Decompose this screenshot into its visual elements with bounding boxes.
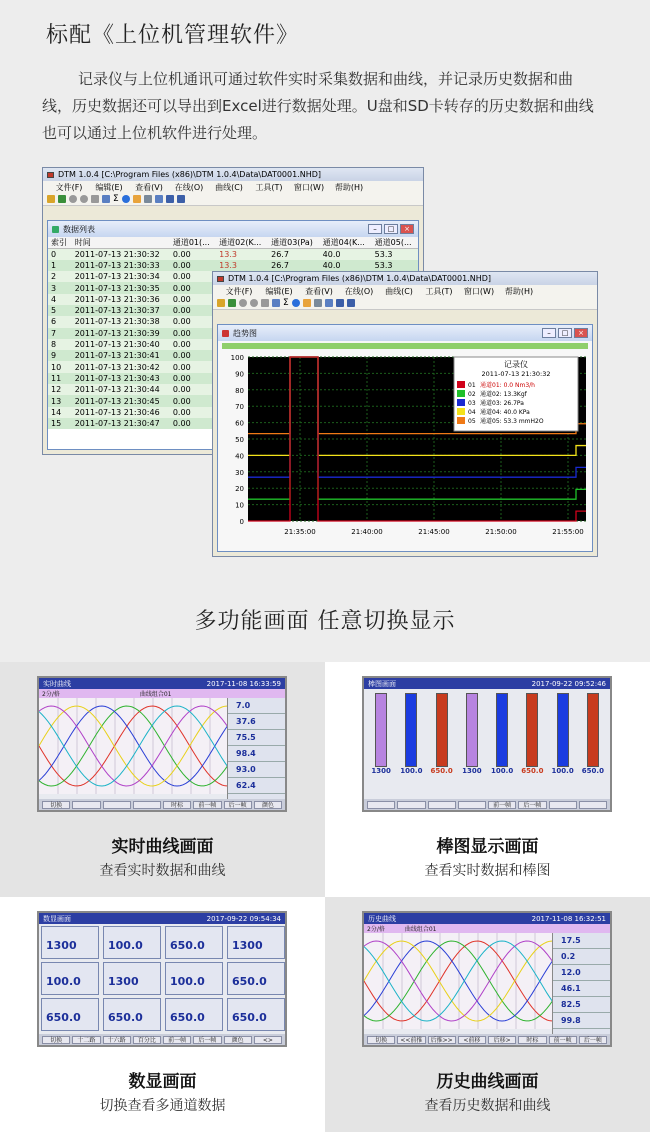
bar [405,693,417,767]
table-cell: 5 [48,305,72,316]
table-cell: 0.00 [170,418,216,429]
legend-swatch [457,417,465,424]
page-title: 标配《上位机管理软件》 [46,23,300,48]
x-tick-label: 21:45:00 [418,528,450,536]
channel-cell: 650.0 [165,998,223,1031]
table-cell: 13.3 [216,249,268,260]
chart-icon[interactable] [228,299,236,307]
table-cell: 2011-07-13 21:30:46 [72,407,170,418]
table-cell: 2011-07-13 21:30:45 [72,395,170,406]
tile-icon[interactable] [166,195,174,203]
table-cell: 0.00 [170,339,216,350]
y-tick-label: 100 [230,354,244,362]
legend-swatch [457,408,465,415]
channel-cell: 650.0 [227,998,285,1031]
y-tick-label: 80 [235,386,244,395]
table-cell: 53.3 [372,249,418,260]
y-tick-label: 70 [235,403,244,412]
curve-plot [39,698,229,794]
table-cell: 2011-07-13 21:30:34 [72,271,170,282]
column-header[interactable]: 通道03(Pa) [268,237,320,249]
soft-key[interactable] [103,801,131,809]
export-icon[interactable] [314,299,322,307]
range-bar[interactable] [222,343,588,349]
channel-value: 0.2 [553,949,610,965]
trend-chart [218,351,593,547]
bar-channel [519,693,545,795]
column-header[interactable]: 索引 [48,237,72,249]
table-cell: 2011-07-13 21:30:35 [72,282,170,293]
table-cell: 0.00 [170,305,216,316]
table-cell: 2011-07-13 21:30:36 [72,294,170,305]
menu-item[interactable]: 曲线(C) [215,182,243,192]
table-cell: 2011-07-13 21:30:42 [72,361,170,372]
y-tick-label: 30 [235,468,244,477]
chart-icon[interactable] [58,195,66,203]
soft-key[interactable] [397,801,425,809]
soft-key[interactable]: 颜色 [224,1036,252,1044]
menu-item[interactable]: 窗口(W) [463,286,495,296]
tile-icon[interactable] [336,299,344,307]
table-cell: 13.3 [216,260,268,271]
column-header[interactable]: 通道02(K... [216,237,268,249]
window-titlebar [213,272,597,285]
realtime-curve-screen [37,676,287,812]
soft-key[interactable]: 切换 [367,1036,395,1044]
table-cell: 0.00 [170,395,216,406]
app-logo-icon [217,276,224,282]
soft-key[interactable]: 时标 [163,801,191,809]
cell-grid [39,924,285,1034]
table-cell: 0.00 [170,271,216,282]
menu-item[interactable]: 在线(O) [174,182,204,192]
bar-value: 100.0 [491,767,514,775]
channel-cell: 1300 [227,926,285,959]
legend-entry: 通道02: 13.3Kgf [480,391,527,398]
table-cell: 2011-07-13 21:30:43 [72,373,170,384]
menu-item[interactable]: 编辑(E) [95,182,123,192]
channel-cell: 650.0 [41,998,99,1031]
table-cell: 0 [48,249,72,260]
curve-group: 曲线组合01 [404,926,437,933]
table-cell: 2 [48,271,72,282]
table-cell: 26.7 [268,260,320,271]
stop-icon[interactable] [261,299,269,307]
bar-value: 650.0 [581,767,604,775]
legend-id: 03 [468,400,476,407]
table-cell: 0.00 [170,328,216,339]
bar-value: 1300 [371,767,391,775]
soft-key-bar [364,799,610,810]
table-icon[interactable] [102,195,110,203]
bar [587,693,599,767]
channel-cell: 100.0 [165,962,223,995]
bar [557,693,569,767]
screen-title: 实时曲线 [43,679,71,688]
menu-bar [213,285,597,297]
table-cell: 0.00 [170,407,216,418]
cascade-icon[interactable] [347,299,355,307]
intro-paragraph: 记录仪与上位机通讯可通过软件实时采集数据和曲线，并记录历史数据和曲线，历史数据还可以导出到Excel进行数据处理。U盘和SD卡转存的历史数据和曲线也可以通过上位机软件进行处理。 [42,70,594,142]
digital-display-screen [37,911,287,1047]
bar-channel [550,693,576,795]
channel-value: 17.5 [553,933,610,949]
info-icon[interactable] [292,299,300,307]
screen-time: 2017-11-08 16:32:51 [531,914,606,923]
child-title: 趋势图 [233,328,257,338]
soft-key[interactable]: 后一帧 [224,801,252,809]
x-tick-label: 21:35:00 [284,528,316,536]
open-icon[interactable] [47,195,55,203]
bar-channel [398,693,424,795]
soft-key[interactable]: 后一帧 [518,801,546,809]
app-logo-icon [47,172,54,178]
soft-key-bar [39,799,285,810]
menu-item[interactable]: 文件(F) [55,182,83,192]
cascade-icon[interactable] [177,195,185,203]
table-cell: 0.00 [170,373,216,384]
table-cell: 0.00 [170,294,216,305]
menu-item[interactable]: 工具(T) [255,182,283,192]
minimize-button[interactable]: – [368,224,382,234]
soft-key[interactable]: 百分比 [133,1036,161,1044]
table-cell: 2011-07-13 21:30:40 [72,339,170,350]
toolbar [43,193,423,206]
table-cell: 4 [48,294,72,305]
time-scale: 2分/格 [367,926,385,933]
screen-time: 2017-09-22 09:54:34 [206,914,281,923]
bar [466,693,478,767]
table-icon[interactable] [272,299,280,307]
value-panel [227,698,285,799]
screen-time: 2017-09-22 09:52:46 [531,679,606,688]
soft-key[interactable]: 十六路 [103,1036,131,1044]
table-cell: 2011-07-13 21:30:33 [72,260,170,271]
table-cell: 0.00 [170,384,216,395]
time-scale: 2分/格 [42,691,60,698]
card-bar-graph [325,662,650,897]
table-cell: 0.00 [170,260,216,271]
x-tick-label: 21:55:00 [552,528,584,536]
legend-entry: 通道05: 53.3 mmH2O [480,418,544,425]
menu-bar [43,181,423,193]
menu-item[interactable]: 窗口(W) [293,182,325,192]
channel-value: 98.4 [228,746,285,762]
minimize-button[interactable]: – [542,328,556,338]
soft-key[interactable]: 后推>> [428,1036,456,1044]
soft-key[interactable] [458,801,486,809]
legend-title: 记录仪 [504,360,528,369]
legend-id: 05 [468,418,476,425]
table-cell: 40.0 [320,249,372,260]
history-curve-screen [362,911,612,1047]
table-cell: 0.00 [170,350,216,361]
close-button[interactable]: × [400,224,414,234]
window-title: DTM 1.0.4 [C:\Program Files (x86)\DTM 1.0.4\Data\DAT0001.NHD] [228,274,492,283]
card-digital-display [0,897,325,1132]
table-row[interactable] [48,249,418,260]
section-title: 多功能画面 任意切换显示 [194,609,456,634]
legend-swatch [457,381,465,388]
table-cell: 2011-07-13 21:30:37 [72,305,170,316]
soft-key[interactable]: 前一帧 [549,1036,577,1044]
menu-item[interactable]: 曲线(C) [385,286,413,296]
channel-value: 82.5 [553,997,610,1013]
soft-key[interactable]: <前移 [458,1036,486,1044]
table-cell: 1 [48,260,72,271]
table-cell: 15 [48,418,72,429]
soft-key[interactable]: 后移> [488,1036,516,1044]
card-caption: 数显画面 [128,1072,197,1092]
bar [526,693,538,767]
curve-plot [364,933,554,1029]
trend-icon [222,330,229,337]
legend-entry: 通道03: 26.7Pa [480,400,524,407]
legend-id: 01 [468,382,476,389]
table-cell: 0.00 [170,316,216,327]
bar-value: 100.0 [400,767,423,775]
table-cell: 0.00 [170,249,216,260]
sum-icon[interactable]: Σ [113,194,119,204]
table-cell: 26.7 [268,249,320,260]
value-panel [552,933,610,1034]
soft-key-bar [39,1034,285,1045]
bar-channel [580,693,606,795]
legend-time: 2011-07-13 21:30:32 [481,370,551,378]
maximize-button[interactable]: □ [384,224,398,234]
soft-key-bar [364,1034,610,1045]
dtm-window-trend [212,271,598,557]
card-realtime-curve [0,662,325,897]
card-subtitle: 查看历史数据和曲线 [424,1098,551,1114]
card-subtitle: 切换查看多通道数据 [99,1098,226,1114]
legend-id: 02 [468,391,476,398]
card-subtitle: 查看实时数据和曲线 [99,863,226,879]
menu-item[interactable]: 查看(V) [305,286,333,296]
column-header[interactable]: 通道05(... [372,237,418,249]
bar-channel [459,693,485,795]
soft-key[interactable] [367,801,395,809]
y-tick-label: 20 [235,485,244,494]
soft-key[interactable] [549,801,577,809]
soft-key[interactable]: 切换 [42,801,70,809]
pause-icon[interactable] [250,299,258,307]
legend-swatch [457,390,465,397]
x-tick-label: 21:50:00 [485,528,517,536]
legend-swatch [457,399,465,406]
open-icon[interactable] [217,299,225,307]
bar-channel [489,693,515,795]
legend-id: 04 [468,409,476,416]
y-tick-label: 60 [235,419,244,428]
channel-value: 75.5 [228,730,285,746]
soft-key[interactable] [579,801,607,809]
bar-value: 100.0 [551,767,574,775]
legend-entry: 通道04: 40.0 KPa [480,409,530,416]
soft-key[interactable]: 前一帧 [163,1036,191,1044]
soft-key[interactable]: 后一帧 [579,1036,607,1044]
table-cell: 2011-07-13 21:30:41 [72,350,170,361]
bar-value: 1300 [462,767,482,775]
bar-value: 650.0 [521,767,544,775]
column-header[interactable]: 通道01(... [170,237,216,249]
table-cell: 8 [48,339,72,350]
screen-title: 数显画面 [43,914,71,923]
zoom-icon[interactable] [155,195,163,203]
soft-key[interactable] [133,801,161,809]
screen-time: 2017-11-08 16:33:59 [206,679,281,688]
close-button[interactable]: × [574,328,588,338]
y-tick-label: 50 [235,436,244,444]
record-icon[interactable] [69,195,77,203]
channel-cell: 650.0 [227,962,285,995]
table-cell: 14 [48,407,72,418]
menu-item[interactable]: 帮助(H) [504,286,534,296]
channel-value: 46.1 [553,981,610,997]
card-subtitle: 查看实时数据和棒图 [424,863,551,879]
record-icon[interactable] [239,299,247,307]
chart-legend [454,357,578,431]
column-header[interactable]: 通道04(K... [320,237,372,249]
sum-icon[interactable]: Σ [283,298,289,308]
table-cell: 2011-07-13 21:30:38 [72,316,170,327]
bar-channel [368,693,394,795]
list-icon [52,226,59,233]
maximize-button[interactable]: □ [558,328,572,338]
print-icon[interactable] [133,195,141,203]
table-cell: 0.00 [170,282,216,293]
bar-group [364,689,610,799]
soft-key[interactable]: 颜色 [254,801,282,809]
channel-cell: 1300 [41,926,99,959]
soft-key[interactable]: 前一帧 [193,801,221,809]
table-cell: 13 [48,395,72,406]
child-title: 数据列表 [63,224,95,234]
channel-value: 37.6 [228,714,285,730]
bar-value: 650.0 [430,767,453,775]
bar [496,693,508,767]
stop-icon[interactable] [91,195,99,203]
channel-cell: 100.0 [41,962,99,995]
soft-key[interactable]: <> [254,1036,282,1044]
soft-key[interactable]: 十二路 [72,1036,100,1044]
screen-title: 历史曲线 [368,914,396,923]
screen-title: 棒图画面 [368,679,396,688]
bar-channel [429,693,455,795]
print-icon[interactable] [303,299,311,307]
menu-item[interactable]: 工具(T) [425,286,453,296]
soft-key[interactable] [428,801,456,809]
card-caption: 历史曲线画面 [436,1072,539,1092]
card-caption: 实时曲线画面 [111,837,214,857]
y-tick-label: 90 [235,370,244,379]
menu-item[interactable]: 文件(F) [225,286,253,296]
y-tick-label: 0 [239,518,244,526]
bar [436,693,448,767]
y-tick-label: 10 [235,501,244,510]
soft-key[interactable]: 前一帧 [488,801,516,809]
pause-icon[interactable] [80,195,88,203]
zoom-icon[interactable] [325,299,333,307]
table-cell: 40.0 [320,260,372,271]
column-header[interactable]: 时间 [72,237,170,249]
channel-cell: 1300 [103,962,161,995]
menu-item[interactable]: 在线(O) [344,286,374,296]
table-cell: 10 [48,361,72,372]
channel-cell: 650.0 [165,926,223,959]
soft-key[interactable]: 时标 [518,1036,546,1044]
window-titlebar [43,168,423,181]
table-cell: 2011-07-13 21:30:39 [72,328,170,339]
table-cell: 2011-07-13 21:30:32 [72,249,170,260]
x-tick-label: 21:40:00 [351,528,383,536]
menu-item[interactable]: 查看(V) [135,182,163,192]
table-cell: 12 [48,384,72,395]
table-cell: 6 [48,316,72,327]
card-caption: 棒图显示画面 [436,837,539,857]
table-cell: 7 [48,328,72,339]
table-cell: 9 [48,350,72,361]
table-cell: 2011-07-13 21:30:44 [72,384,170,395]
table-cell: 11 [48,373,72,384]
channel-value: 93.0 [228,762,285,778]
table-cell: 3 [48,282,72,293]
card-history-curve [325,897,650,1132]
legend-entry: 通道01: 0.0 Nm3/h [480,382,535,389]
soft-key[interactable]: <<前推 [397,1036,425,1044]
menu-item[interactable]: 帮助(H) [334,182,364,192]
channel-value: 99.8 [553,1013,610,1029]
channel-cell: 100.0 [103,926,161,959]
curve-group: 曲线组合01 [139,691,172,698]
table-cell: 0.00 [170,361,216,372]
export-icon[interactable] [144,195,152,203]
channel-value: 62.4 [228,778,285,794]
table-cell: 53.3 [372,260,418,271]
window-title: DTM 1.0.4 [C:\Program Files (x86)\DTM 1.0.4\Data\DAT0001.NHD] [58,170,322,179]
soft-key[interactable] [72,801,100,809]
channel-value: 12.0 [553,965,610,981]
y-tick-label: 40 [235,452,244,461]
bar [375,693,387,767]
menu-item[interactable]: 编辑(E) [265,286,293,296]
soft-key[interactable]: 切换 [42,1036,70,1044]
info-icon[interactable] [122,195,130,203]
table-cell: 2011-07-13 21:30:47 [72,418,170,429]
channel-cell: 650.0 [103,998,161,1031]
soft-key[interactable]: 后一帧 [193,1036,221,1044]
trend-child-window [217,324,593,552]
table-row[interactable] [48,260,418,271]
toolbar [213,297,597,310]
channel-value: 7.0 [228,698,285,714]
bar-graph-screen [362,676,612,812]
